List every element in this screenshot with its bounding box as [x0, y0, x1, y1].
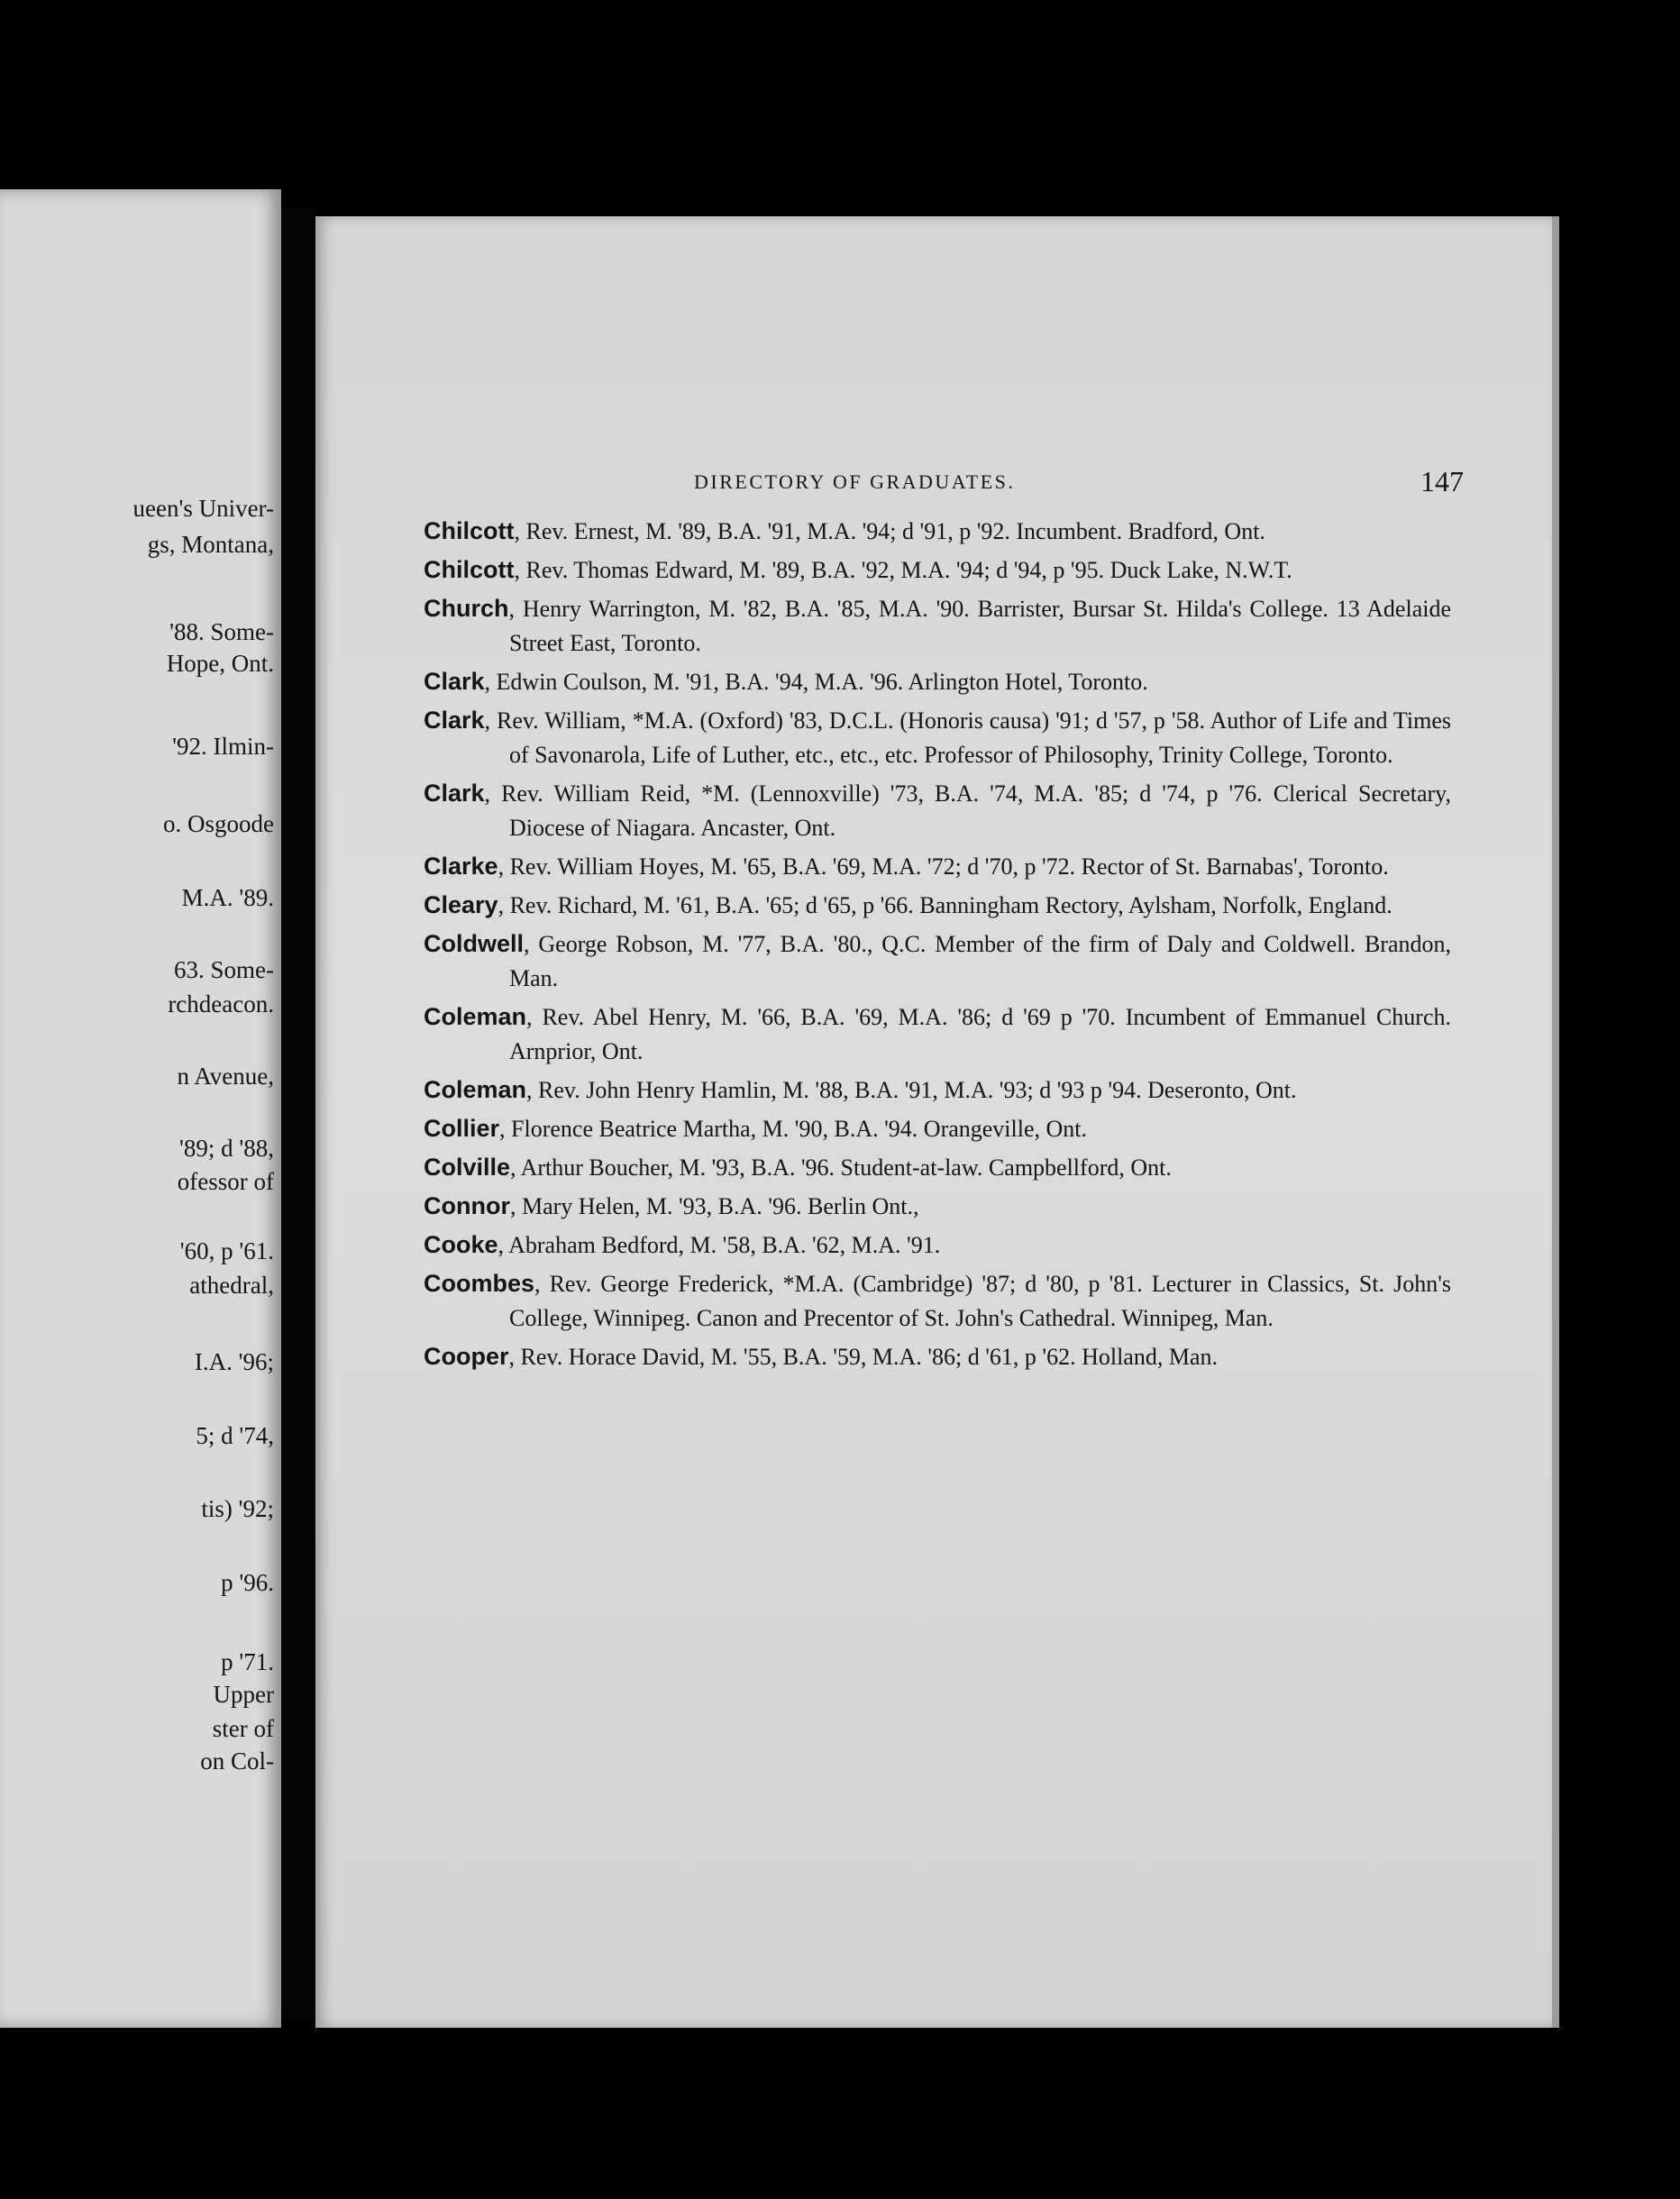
entry-surname: Coleman	[424, 1076, 527, 1103]
directory-entry	[424, 888, 1451, 923]
left-line: 5; d '74,	[196, 1422, 274, 1449]
left-line: ueen's Univer-	[132, 495, 274, 522]
left-line: 63. Some-	[174, 956, 274, 983]
entry-surname: Clark	[424, 780, 485, 807]
directory-entry	[424, 1111, 1451, 1146]
left-line: p '71.	[221, 1648, 274, 1675]
entry-surname: Connor	[424, 1192, 510, 1219]
directory-entry	[424, 849, 1451, 884]
left-line: '92. Ilmin-	[172, 733, 274, 760]
entry-surname: Coldwell	[424, 930, 525, 957]
entry-surname: Chilcott	[424, 517, 515, 544]
directory-entry	[424, 1266, 1451, 1336]
left-page-fragment	[0, 189, 281, 2028]
directory-entry	[424, 999, 1451, 1069]
entry-surname: Clarke	[424, 853, 498, 880]
directory-entry	[424, 926, 1451, 996]
left-line: '89; d '88,	[179, 1135, 274, 1162]
running-head: DIRECTORY OF GRADUATES.	[694, 470, 1016, 493]
entry-details: , Rev. Horace David, M. '55, B.A. '59, M.A. '86; d '61, p '62. Holland, Man.	[508, 1344, 1218, 1370]
directory-entries	[424, 514, 1451, 1378]
entry-details: , Rev. William, *M.A. (Oxford) '83, D.C.L. (Honoris causa) '91; d '57, p '58. Author of Life and Times of Savonarola, Life of Luther, etc., etc., etc. Professor of Philosophy, Trinity College, Toronto.	[484, 707, 1451, 768]
left-line: I.A. '96;	[194, 1348, 274, 1375]
entry-details: , Rev. George Frederick, *M.A. (Cambridge) '87; d '80, p '81. Lecturer in Classics, St. John's College, Winnipeg. Canon and Precentor of St. John's Cathedral. Winnipeg, Man.	[509, 1271, 1451, 1331]
entry-details: , Edwin Coulson, M. '91, B.A. '94, M.A. '96. Arlington Hotel, Toronto.	[484, 669, 1148, 695]
entry-surname: Collier	[424, 1115, 500, 1142]
left-line: rchdeacon.	[168, 990, 274, 1017]
entry-surname: Coleman	[424, 1003, 527, 1030]
left-line: M.A. '89.	[181, 884, 274, 911]
left-line: gs, Montana,	[147, 531, 274, 558]
directory-entry	[424, 1227, 1451, 1263]
entry-details: , Arthur Boucher, M. '93, B.A. '96. Student-at-law. Campbellford, Ont.	[510, 1154, 1172, 1181]
entry-details: , Abraham Bedford, M. '58, B.A. '62, M.A. '91.	[498, 1232, 941, 1258]
entry-details: , Rev. Thomas Edward, M. '89, B.A. '92, M.A. '94; d '94, p '95. Duck Lake, N.W.T.	[514, 557, 1292, 583]
page-number: 147	[1420, 465, 1464, 497]
book-gutter	[281, 207, 315, 2019]
entry-details: , Rev. Richard, M. '61, B.A. '65; d '65, p '66. Banningham Rectory, Aylsham, Norfolk, England.	[498, 892, 1392, 918]
directory-entry	[424, 664, 1451, 699]
left-line: on Col-	[200, 1747, 274, 1775]
directory-entry	[424, 703, 1451, 772]
left-line: athedral,	[189, 1272, 274, 1299]
entry-surname: Coombes	[424, 1270, 535, 1297]
entry-surname: Cooke	[424, 1231, 498, 1258]
left-line: o. Osgoode	[163, 810, 274, 837]
entry-surname: Clark	[424, 668, 485, 695]
entry-details: , Henry Warrington, M. '82, B.A. '85, M.A. '90. Barrister, Bursar St. Hilda's College. 13 Adelaide Street East, Toronto.	[508, 596, 1451, 656]
entry-details: , George Robson, M. '77, B.A. '80., Q.C. Member of the firm of Daly and Coldwell. Brandon, Man.	[509, 931, 1451, 991]
directory-entry	[424, 1339, 1451, 1374]
left-line: p '96.	[221, 1569, 274, 1596]
entry-surname: Colville	[424, 1154, 511, 1181]
entry-details: , Rev. William Reid, *M. (Lennoxville) '73, B.A. '74, M.A. '85; d '74, p '76. Clerical Secretary, Diocese of Niagara. Ancaster, Ont.	[484, 780, 1451, 841]
entry-details: , Rev. Ernest, M. '89, B.A. '91, M.A. '94; d '91, p '92. Incumbent. Bradford, Ont.	[514, 518, 1265, 544]
entry-surname: Chilcott	[424, 556, 515, 583]
right-page	[315, 216, 1559, 2028]
left-line: n Avenue,	[177, 1063, 274, 1090]
entry-details: , Rev. John Henry Hamlin, M. '88, B.A. '91, M.A. '93; d '93 p '94. Deseronto, Ont.	[526, 1077, 1297, 1103]
directory-entry	[424, 514, 1451, 549]
directory-entry	[424, 591, 1451, 661]
directory-entry	[424, 552, 1451, 588]
left-line: Hope, Ont.	[166, 650, 274, 677]
entry-details: , Mary Helen, M. '93, B.A. '96. Berlin Ont.,	[509, 1193, 919, 1219]
entry-details: , Rev. William Hoyes, M. '65, B.A. '69, M.A. '72; d '70, p '72. Rector of St. Barnabas', Toronto.	[498, 853, 1389, 880]
left-line: ofessor of	[177, 1168, 274, 1195]
directory-entry	[424, 1189, 1451, 1224]
entry-surname: Cooper	[424, 1343, 509, 1370]
left-line: '88. Some-	[169, 618, 274, 645]
left-line: ster of	[212, 1715, 274, 1742]
directory-entry	[424, 1150, 1451, 1185]
left-line: Upper	[213, 1681, 274, 1708]
entry-surname: Clark	[424, 707, 485, 734]
directory-entry	[424, 1072, 1451, 1108]
directory-entry	[424, 776, 1451, 845]
left-line: '60, p '61.	[179, 1237, 274, 1264]
entry-details: , Florence Beatrice Martha, M. '90, B.A. '94. Orangeville, Ont.	[499, 1116, 1088, 1142]
entry-surname: Cleary	[424, 891, 498, 918]
entry-details: , Rev. Abel Henry, M. '66, B.A. '69, M.A. '86; d '69 p '70. Incumbent of Emmanuel Church. Arnprior, Ont.	[509, 1004, 1451, 1064]
entry-surname: Church	[424, 595, 509, 622]
left-line: tis) '92;	[201, 1495, 274, 1522]
